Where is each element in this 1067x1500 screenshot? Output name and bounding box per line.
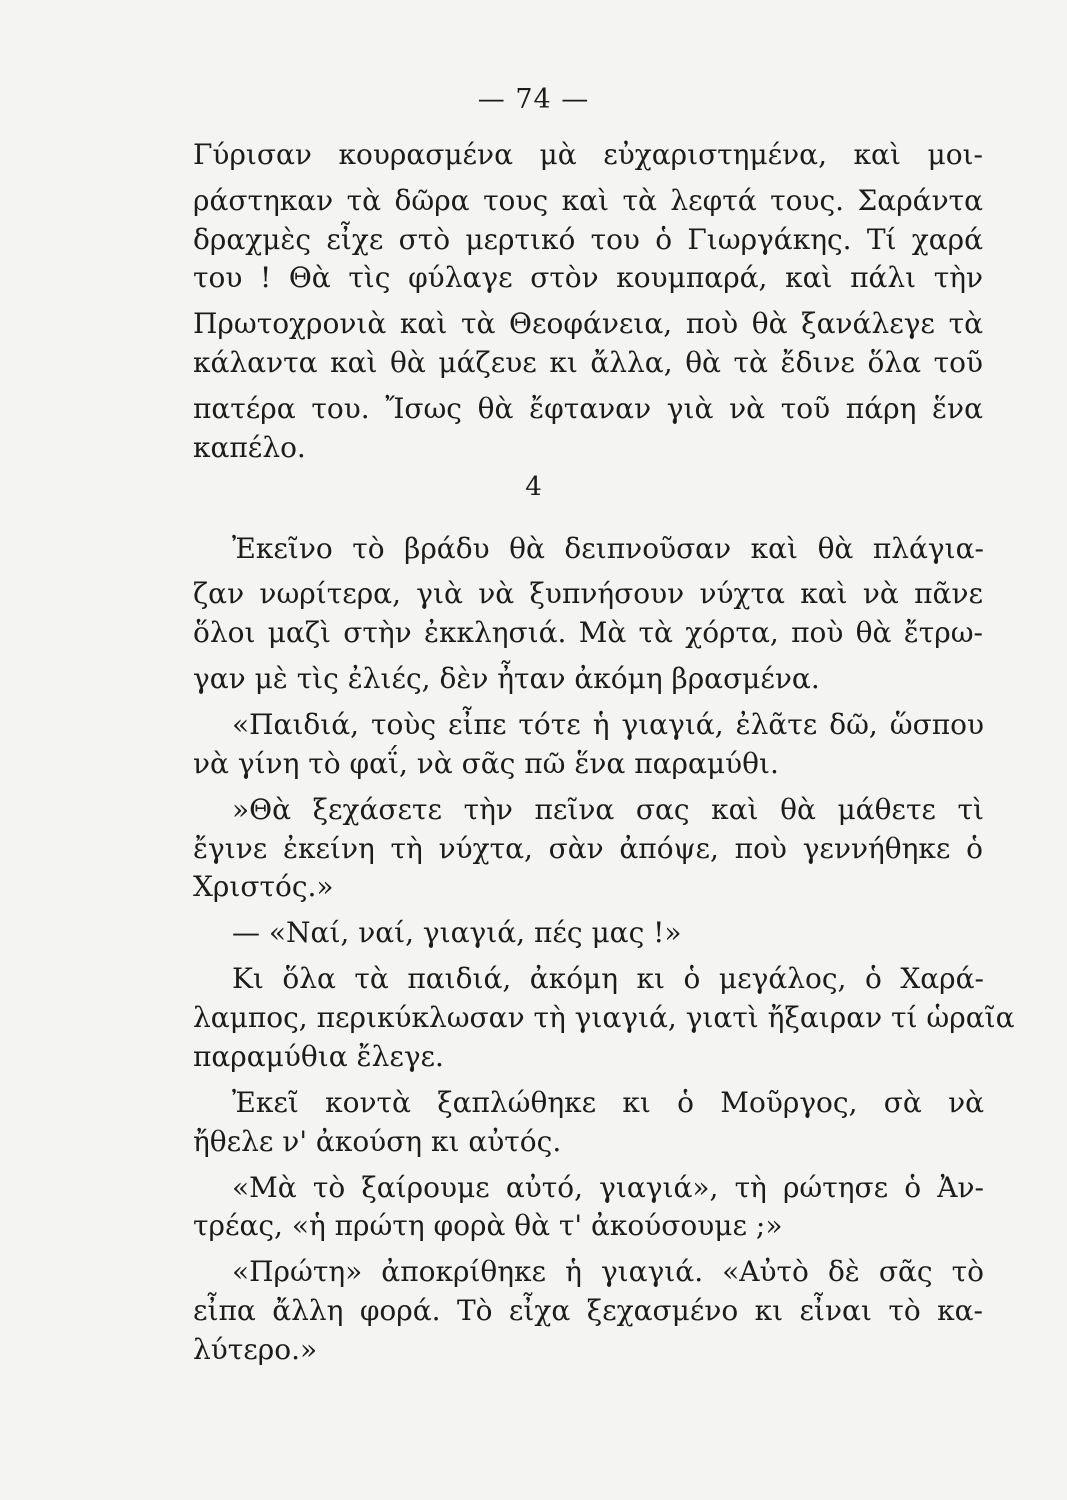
text-line: λαμπος, περικύκλωσαν τὴ γιαγιά, γιατὶ ἤξαιραν τί ὡραῖα	[193, 1001, 1015, 1034]
text-line: τρέας, «ἡ πρώτη φορὰ θὰ τ' ἀκούσουμε ;»	[193, 1209, 783, 1242]
text-line: Πρωτοχρονιὰ καὶ τὰ Θεοφάνεια, ποὺ θὰ ξανάλεγε τὰ	[193, 307, 983, 340]
text-line: «Παιδιά, τοὺς εἶπε τότε ἡ γιαγιά, ἐλᾶτε δῶ, ὥσπου	[232, 708, 984, 741]
page-number: — 74 —	[477, 84, 590, 115]
text-line: του ! Θὰ τὶς φύλαγε στὸν κουμπαρά, καὶ πάλι τὴν	[193, 261, 983, 294]
text-line: πατέρα του. Ἴσως θὰ ἔφταναν γιὰ νὰ τοῦ πάρη ἕνα	[193, 392, 983, 425]
text-line: Ἐκεῖ κοντὰ ξαπλώθηκε κι ὁ Μοῦργος, σὰ νὰ	[232, 1086, 984, 1119]
text-line: ἤθελε ν' ἀκούση κι αὐτός.	[193, 1125, 562, 1158]
text-line: «Πρώτη» ἀποκρίθηκε ἡ γιαγιά. «Αὐτὸ δὲ σᾶς τὸ	[232, 1255, 984, 1288]
text-line: Ἐκεῖνο τὸ βράδυ θὰ δειπνοῦσαν καὶ θὰ πλάγια-	[232, 532, 984, 565]
text-line: εἶπα ἄλλη φορά. Τὸ εἶχα ξεχασμένο κι εἶναι τὸ κα-	[193, 1294, 983, 1327]
text-line: — «Ναί, ναί, γιαγιά, πές μας !»	[232, 916, 682, 949]
text-line: ζαν νωρίτερα, γιὰ νὰ ξυπνήσουν νύχτα καὶ νὰ πᾶνε	[193, 577, 983, 610]
text-line: ράστηκαν τὰ δῶρα τους καὶ τὰ λεφτά τους. Σαράντα	[193, 184, 983, 217]
text-line: ὅλοι μαζὶ στὴν ἐκκλησιά. Μὰ τὰ χόρτα, ποὺ θὰ ἔτρω-	[193, 616, 983, 649]
text-line: Χριστός.»	[193, 870, 334, 903]
text-line: γαν μὲ τὶς ἐλιές, δὲν ἦταν ἀκόμη βρασμένα.	[193, 662, 820, 695]
text-line: καπέλο.	[193, 431, 306, 464]
text-line: δραχμὲς εἶχε στὸ μερτικό του ὁ Γιωργάκης. Τί χαρά	[193, 223, 983, 256]
text-line: νὰ γίνη τὸ φαΐ, νὰ σᾶς πῶ ἕνα παραμύθι.	[193, 747, 779, 780]
text-line: Κι ὅλα τὰ παιδιά, ἀκόμη κι ὁ μεγάλος, ὁ Χαρά-	[232, 962, 984, 995]
text-line: ἔγινε ἐκείνη τὴ νύχτα, σὰν ἀπόψε, ποὺ γεννήθηκε ὁ	[193, 832, 983, 865]
text-line: λύτερο.»	[193, 1333, 318, 1366]
section-number: 4	[525, 472, 542, 502]
text-line: «Μὰ τὸ ξαίρουμε αὐτό, γιαγιά», τὴ ρώτησε ὁ Ἀν-	[232, 1171, 984, 1204]
text-line: κάλαντα καὶ θὰ μάζευε κι ἄλλα, θὰ τὰ ἔδινε ὅλα τοῦ	[193, 346, 983, 379]
text-line: παραμύθια ἔλεγε.	[193, 1040, 444, 1073]
text-line: Γύρισαν κουρασμένα μὰ εὐχαριστημένα, καὶ μοι-	[193, 138, 983, 171]
text-line: »Θὰ ξεχάσετε τὴν πεῖνα σας καὶ θὰ μάθετε τὶ	[232, 793, 984, 826]
